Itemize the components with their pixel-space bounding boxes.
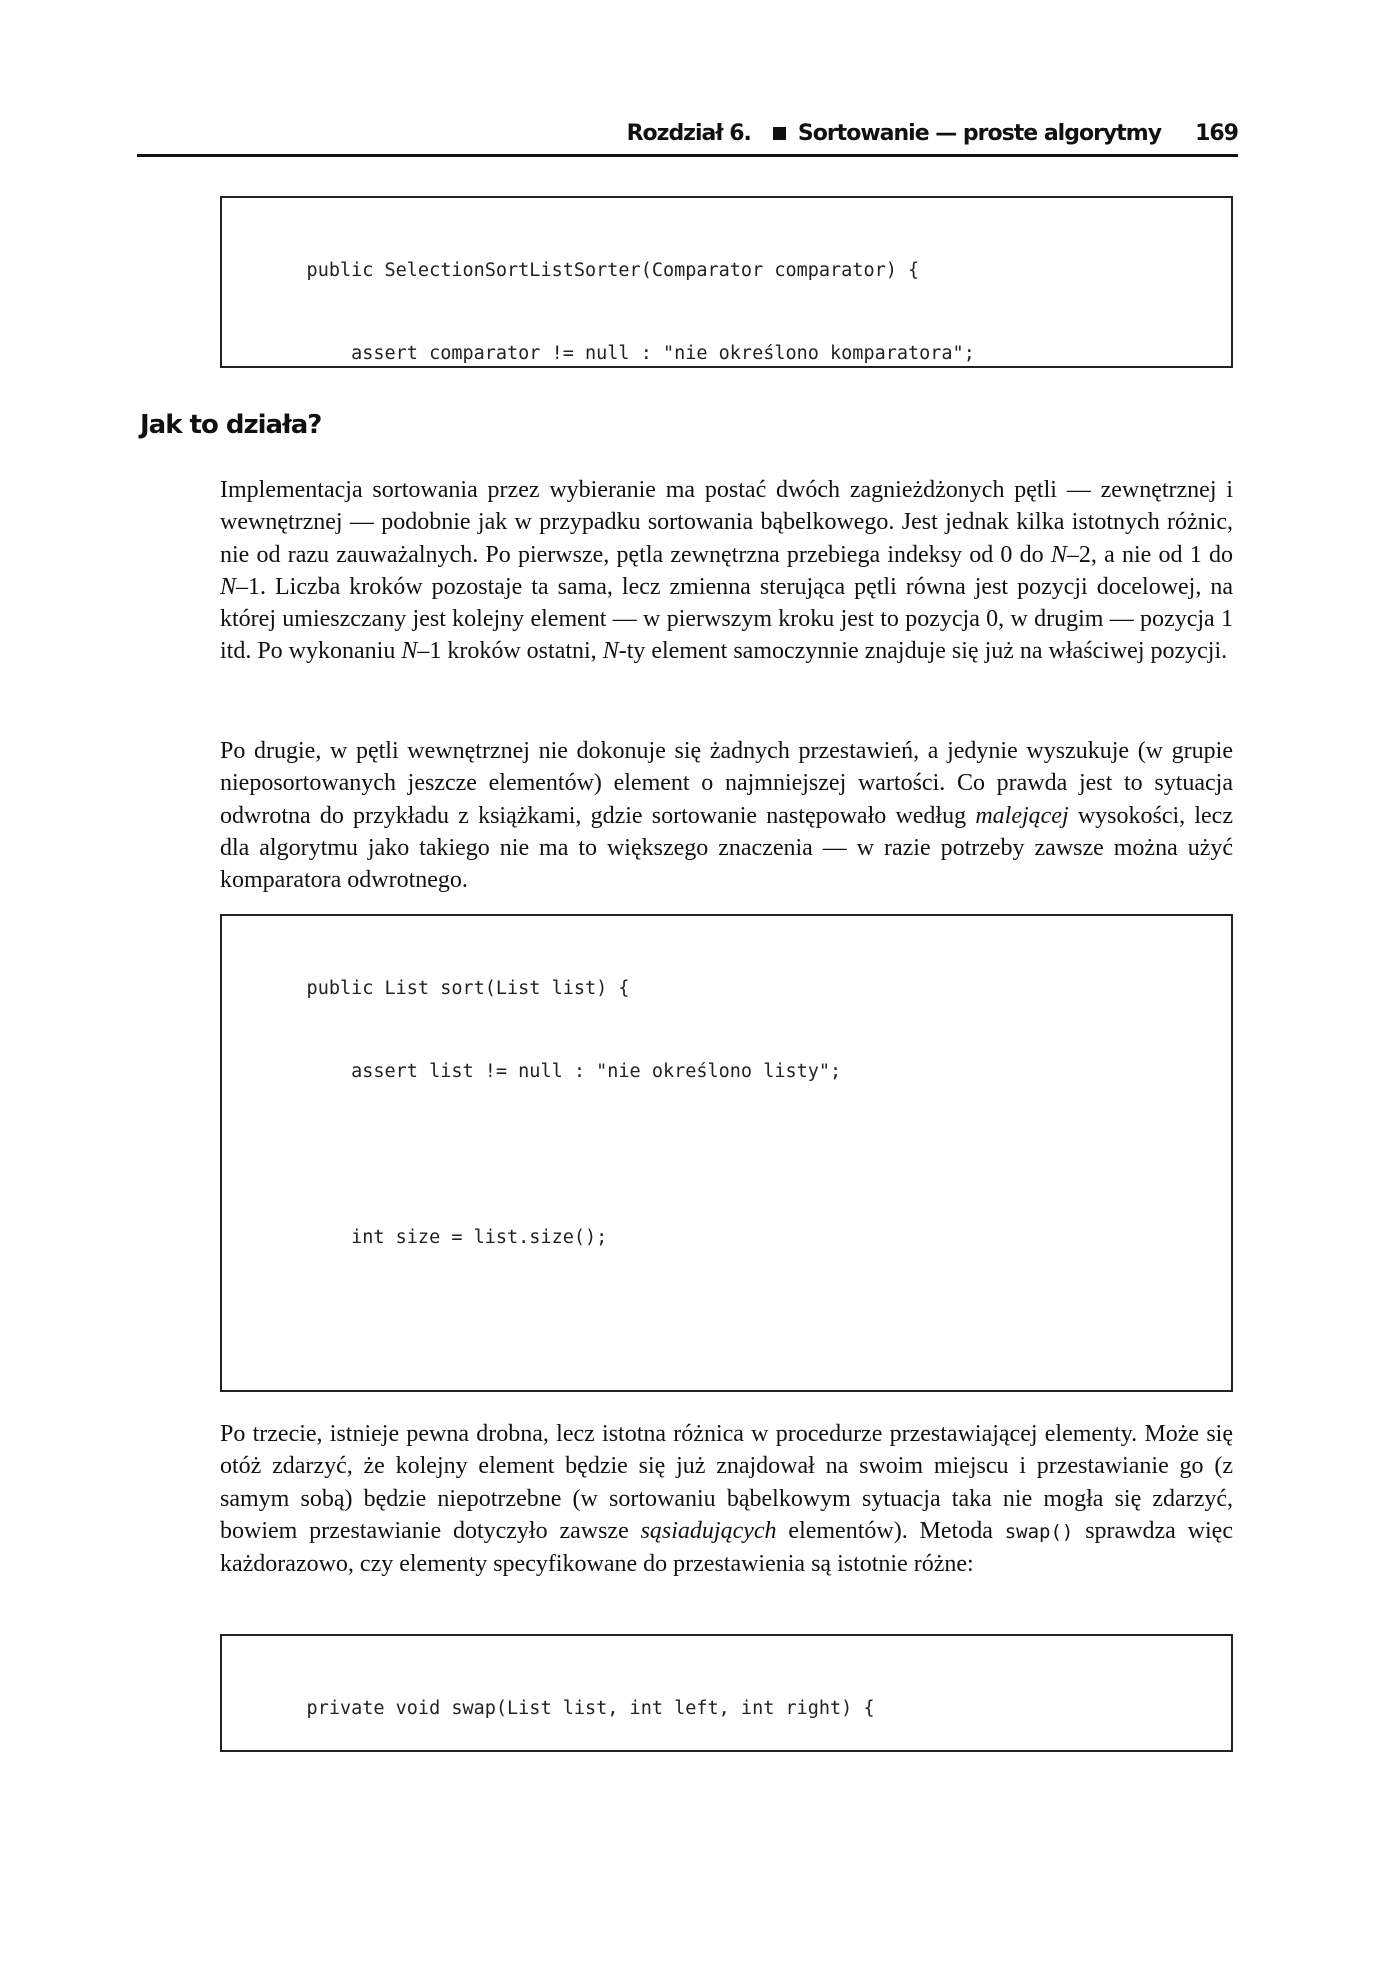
text-run: Implementacja sortowania przez wybieranie ma postać dwóch zagnieżdżonych pętli — zewnętrznej i wewnętrznej — podobnie jak w przypadku sortowania bąbelkowego. Jest jednak kilka istotnych różnic, nie od razu zauważalnych. Po pierwsze, pętla zewnętrzna przebiega indeksy od 0 do: [220, 477, 1233, 568]
text-run: –2, a nie od 1 do: [1066, 541, 1233, 568]
code-line: public List sort(List list) {: [262, 978, 630, 1000]
paragraph-2: [220, 735, 1233, 896]
chapter-label: Rozdział 6.: [626, 120, 751, 146]
page-number: 169: [1195, 120, 1238, 146]
inline-code: swap(): [1004, 1520, 1074, 1543]
code-line: private void swap(List list, int left, int right) {: [262, 1698, 875, 1720]
italic-var: N: [401, 638, 418, 665]
text-run: Po drugie, w pętli wewnętrznej nie dokonuje się żadnych przestawień, a jedynie wyszukuje (w grupie nieposortowanych jeszcze elementów) element o najmniejszej wartości. Co prawda jest to sytuacja odwrotna do przykładu z książkami, gdzie sortowanie następowało według: [220, 738, 1233, 829]
paragraph-1: [220, 474, 1233, 668]
text-run: wysokości, lecz dla algorytmu jako takiego nie ma to większego znaczenia — w razie potrzeby zawsze można użyć komparatora odwrotnego.: [220, 802, 1233, 894]
running-header: [137, 112, 1238, 157]
emphasis: sąsiadujących: [640, 1517, 777, 1544]
italic-var: N: [1050, 541, 1067, 568]
code-block-swap: [220, 1634, 1233, 1752]
text-run: elementów). Metoda: [776, 1517, 1005, 1544]
square-bullet-icon: [773, 127, 786, 140]
code-block-sort: [220, 914, 1233, 1392]
code-line: int size = list.size();: [262, 1226, 608, 1248]
code-block-constructor: [220, 196, 1233, 368]
emphasis: malejącej: [975, 802, 1069, 829]
text-run: –1 kroków ostatni,: [417, 638, 603, 665]
text-run: sprawdza więc każdorazowo, czy elementy specyfikowane do przestawienia są istotnie różne:: [220, 1517, 1233, 1578]
text-run: Po trzecie, istnieje pewna drobna, lecz istotna różnica w procedurze przestawiającej elementy. Może się otóż zdarzyć, że kolejny element będzie się już znajdował na swoim miejscu i przestawianie go (z samym sobą) będzie niepotrzebne (w sortowaniu bąbelkowym sytuacja taka nie mogła się zdarzyć, bowiem przestawianie dotyczyło zawsze: [220, 1421, 1233, 1544]
code-line: public SelectionSortListSorter(Comparator comparator) {: [262, 260, 920, 282]
code-line: assert comparator != null : "nie określono komparatora";: [262, 342, 975, 364]
section-heading: Jak to działa?: [140, 410, 322, 440]
code-line: [222, 1306, 1231, 1334]
text-run: –1. Liczba kroków pozostaje ta sama, lecz zmienna sterująca pętli równa jest pozycji docelowej, na której umieszczany jest kolejny element — w pierwszym kroku jest to pozycja 0, w drugim — pozycja 1 itd. Po wykonaniu: [220, 573, 1233, 665]
chapter-title: Sortowanie — proste algorytmy: [797, 120, 1162, 146]
code-line: [222, 1141, 1231, 1169]
code-line: assert list != null : "nie określono listy";: [262, 1060, 842, 1082]
text-run: -ty element samoczynnie znajduje się już na właściwej pozycji.: [618, 638, 1228, 665]
paragraph-3: [220, 1418, 1233, 1580]
italic-var: N: [602, 638, 619, 665]
italic-var: N: [220, 573, 237, 600]
code-line: [222, 1389, 1231, 1392]
